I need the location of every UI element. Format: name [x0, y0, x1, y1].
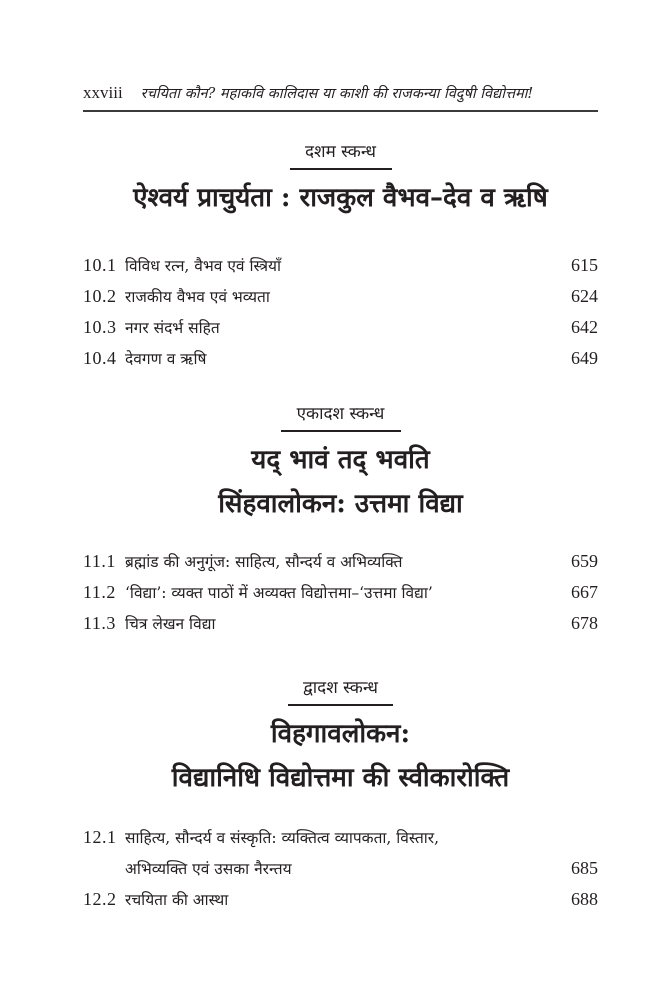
entry-page: 667 — [571, 581, 598, 602]
entry-number: 10.4 — [83, 347, 117, 368]
toc-entry[interactable] — [83, 577, 598, 608]
entry-number: 11.3 — [83, 612, 116, 633]
entry-number: 12.2 — [83, 888, 117, 909]
entry-page: 685 — [571, 857, 598, 878]
skandha-label: द्वादश स्कन्ध — [302, 678, 378, 698]
entry-title: रचयिता की आस्था — [125, 890, 229, 909]
toc-entry[interactable] — [83, 250, 598, 281]
skandha-rule — [281, 430, 401, 432]
entry-number: 10.2 — [83, 285, 117, 306]
entry-page: 649 — [571, 347, 598, 368]
skandha-rule — [290, 168, 392, 170]
entry-title: ब्रह्मांड की अनुगूंज: साहित्य, सौन्दर्य व अभिव्यक्ति — [125, 552, 403, 571]
toc-entry[interactable] — [83, 822, 598, 853]
entry-number: 11.1 — [83, 550, 116, 571]
entry-page: 642 — [571, 316, 598, 337]
section-heading: विहगावलोकन: — [270, 718, 411, 749]
toc-entry[interactable] — [83, 343, 598, 374]
running-title: रचयिता कौन? महाकवि कालिदास या काशी की राजकन्या विदुषी विद्योत्तमा! — [140, 86, 534, 102]
entry-title-continued: अभिव्यक्ति एवं उसका नैरन्तय — [125, 859, 292, 878]
entry-title: विविध रत्न, वैभव एवं स्त्रियाँ — [125, 256, 282, 275]
page-folio: xxviii — [83, 83, 123, 102]
entry-title: नगर संदर्भ सहित — [125, 318, 220, 337]
entry-title: साहित्य, सौन्दर्य व संस्कृति: व्यक्तित्व व्यापकता, विस्तार, — [125, 828, 440, 847]
section-heading: यद् भावं तद् भवति — [251, 444, 430, 475]
entry-number: 10.3 — [83, 316, 117, 337]
skandha-rule — [288, 704, 393, 706]
entry-title: देवगण व ऋषि — [125, 349, 207, 368]
entry-number: 10.1 — [83, 254, 117, 275]
skandha-label: दशम स्कन्ध — [305, 142, 376, 162]
section-subheading: विद्यानिधि विद्योत्तमा की स्वीकारोक्ति — [171, 762, 510, 793]
toc-entry[interactable] — [83, 281, 598, 312]
section-heading: ऐश्वर्य प्राचुर्यता : राजकुल वैभव–देव व ऋषि — [133, 182, 548, 213]
running-head — [83, 83, 598, 103]
toc-entry[interactable] — [83, 608, 598, 639]
entry-page: 615 — [571, 254, 598, 275]
header-rule — [83, 110, 598, 112]
toc-entry-continuation[interactable] — [83, 853, 598, 884]
section-ekadash-skandha — [83, 402, 598, 639]
entry-page: 688 — [571, 888, 598, 909]
entry-number: 11.2 — [83, 581, 116, 602]
toc-list — [83, 822, 598, 915]
entry-title: चित्र लेखन विद्या — [125, 614, 216, 633]
toc-list — [83, 250, 598, 374]
skandha-label: एकादश स्कन्ध — [296, 404, 385, 424]
entry-page: 678 — [571, 612, 598, 633]
entry-page: 659 — [571, 550, 598, 571]
section-dvadash-skandha — [83, 676, 598, 915]
entry-title: राजकीय वैभव एवं भव्यता — [125, 287, 270, 306]
entry-number: 12.1 — [83, 826, 117, 847]
section-dasham-skandha — [83, 140, 598, 374]
entry-page: 624 — [571, 285, 598, 306]
section-subheading: सिंहवालोकन: उत्तमा विद्या — [218, 488, 463, 519]
toc-entry[interactable] — [83, 884, 598, 915]
toc-entry[interactable] — [83, 312, 598, 343]
entry-title: ‘विद्या’: व्यक्त पाठों में अव्यक्त विद्योत्तमा–‘उत्तमा विद्या’ — [125, 583, 433, 602]
toc-entry[interactable] — [83, 546, 598, 577]
toc-list — [83, 546, 598, 639]
